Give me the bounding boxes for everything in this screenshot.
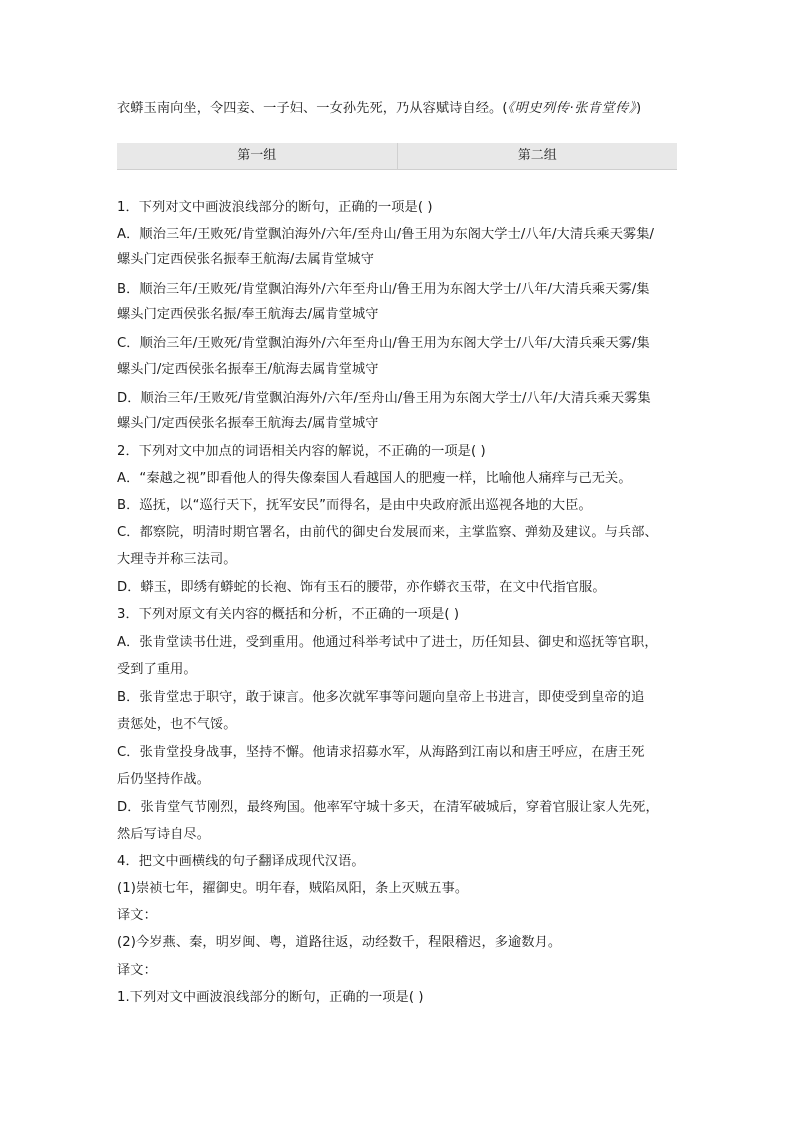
- q2-option-d: D．蟒玉，即绣有蟒蛇的长袍、饰有玉石的腰带，亦作蟒衣玉带，在文中代指官服。: [117, 580, 606, 595]
- q3-option-a-cont: 受到了重用。: [117, 662, 197, 677]
- intro-close: ): [635, 101, 642, 116]
- q3-option-d-cont: 然后写诗自尽。: [117, 827, 211, 842]
- q4-translation-label-1: 译文：: [117, 908, 157, 923]
- q1-option-a-cont: 螺头门定西侯张名振奉王航海/去属肯堂城守: [117, 252, 375, 267]
- group-tabs: [117, 143, 677, 170]
- intro-line: [117, 99, 685, 119]
- intro-text: 衣蟒玉南向坐，令四妾、一子妇、一女孙先死，乃从容赋诗自经。(: [117, 101, 508, 116]
- q3-option-a: A．张肯堂读书仕进，受到重用。他通过科举考试中了进士，历任知县、御史和巡抚等官职，: [117, 635, 658, 650]
- q1-option-b: B．顺治三年/王败死/肯堂飘泊海外/六年至舟山/鲁王用为东阁大学士/八年/大清兵乘天雾/集: [117, 282, 650, 297]
- q3-option-b: B．张肯堂忠于职守，敢于谏言。他多次就军事等问题向皇帝上书进言，即使受到皇帝的追: [117, 690, 645, 705]
- q4-sentence-2: (2)今岁燕、秦，明岁闽、粤，道路往返，动经数千，程限稽迟，多逾数月。: [117, 935, 562, 950]
- q4-translation-label-2: 译文：: [117, 963, 157, 978]
- question-4: 4．把文中画横线的句子翻译成现代汉语。: [117, 854, 365, 869]
- q1-option-c: C．顺治三年/王败死/肯堂飘泊海外/六年至舟山/鲁王用为东阁大学士/八年/大清兵乘天雾/集: [117, 336, 650, 351]
- q4-sentence-1: (1)崇祯七年，擢御史。明年春，贼陷凤阳，条上灭贼五事。: [117, 881, 469, 896]
- q1-option-d: D．顺治三年/王败死/肯堂飘泊海外/六年/至舟山/鲁王用为东阁大学士/八年/大清兵乘天雾集: [117, 391, 651, 406]
- q1-option-a: A．顺治三年/王败死/肯堂飘泊海外/六年/至舟山/鲁王用为东阁大学士/八年/大清兵乘天雾集/: [117, 227, 655, 242]
- q2-option-c: C．都察院，明清时期官署名，由前代的御史台发展而来，主掌监察、弹劾及建议。与兵部、: [117, 525, 658, 540]
- q3-option-c: C．张肯堂投身战事，坚持不懈。他请求招募水军，从海路到江南以和唐王呼应，在唐王死: [117, 745, 645, 760]
- q1-option-c-cont: 螺头门/定西侯张名振奉王/航海去属肯堂城守: [117, 362, 379, 377]
- q3-option-c-cont: 后仍坚持作战。: [117, 772, 211, 787]
- tab-group-1[interactable]: 第一组: [237, 148, 277, 163]
- question-3: 3．下列对原文有关内容的概括和分析，不正确的一项是( ): [117, 607, 460, 622]
- tab-group-2[interactable]: 第二组: [397, 143, 678, 169]
- source-citation: 《明史列传·张肯堂传》: [507, 101, 636, 116]
- q1-option-b-cont: 螺头门定西侯张名振/奉王航海去/属肯堂城守: [117, 307, 379, 322]
- q1-option-d-cont: 螺头门/定西侯张名振奉王航海去/属肯堂城守: [117, 416, 379, 431]
- q2-option-a: A．“秦越之视”即看他人的得失像秦国人看越国人的肥瘦一样，比喻他人痛痒与己无关。: [117, 471, 632, 486]
- question-2: 2．下列对文中加点的词语相关内容的解说，不正确的一项是( ): [117, 444, 486, 459]
- q2-option-c-cont: 大理寺并称三法司。: [117, 552, 237, 567]
- q3-option-d: D．张肯堂气节刚烈，最终殉国。他率军守城十多天，在清军破城后，穿着官服让家人先死，: [117, 800, 659, 815]
- q2-option-b: B．巡抚，以“巡行天下，抚军安民”而得名，是由中央政府派出巡视各地的大臣。: [117, 498, 592, 513]
- question-1-repeat: 1.下列对文中画波浪线部分的断句，正确的一项是( ): [117, 990, 424, 1005]
- question-1: 1．下列对文中画波浪线部分的断句，正确的一项是( ): [117, 200, 433, 215]
- q3-option-b-cont: 责惩处，也不气馁。: [117, 717, 237, 732]
